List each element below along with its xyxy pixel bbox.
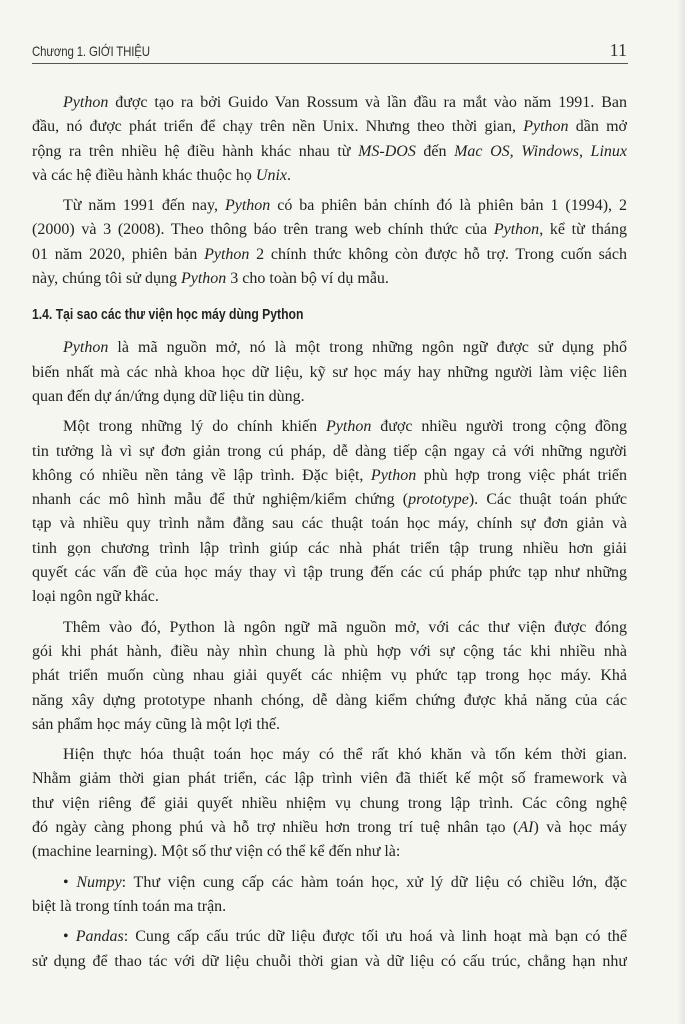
text-line [32, 194, 627, 218]
text-run: không có nhiều nền tảng về lập trình. Đặc biệt, [32, 466, 371, 484]
text-run: được nhiều người trong cộng đồng [371, 418, 627, 436]
bullet-item-pandas [32, 925, 627, 974]
text-run: tinh gọn chương trình lập trình giúp các nhà phát triển tập trung nhiều hơn giải [32, 539, 627, 557]
italic-term: Unix [255, 166, 288, 184]
text-line [32, 816, 627, 840]
italic-term: Python [523, 118, 569, 136]
text-run: sử dụng để thao tác với dữ liệu chuỗi thời gian và dữ liệu có cấu trúc, chẳng hạn như [32, 952, 627, 970]
italic-term: Numpy [76, 873, 122, 891]
text-line [32, 415, 627, 439]
text-run: 2 chính thức không còn được hỗ trợ. Trong cuốn sách [249, 245, 627, 263]
italic-term: Pandas [75, 928, 124, 946]
text-line [32, 895, 627, 919]
text-run: dần mở [568, 118, 627, 136]
text-line [32, 871, 627, 895]
text-line [32, 925, 627, 949]
text-line [32, 91, 627, 115]
text-run: • [63, 928, 76, 946]
text-run: ) và học máy [533, 819, 627, 837]
text-run: được tạo ra bởi Guido Van Rossum và lần đầu ra mắt vào năm 1991. Ban [108, 94, 627, 111]
text-line [32, 385, 627, 409]
text-line [32, 792, 627, 816]
paragraph [32, 91, 627, 188]
text-line [32, 115, 627, 139]
text-line [32, 616, 627, 640]
text-line [32, 950, 627, 974]
text-line [32, 488, 627, 512]
text-run: • [63, 873, 77, 891]
text-run: đến [415, 142, 455, 160]
text-line [32, 140, 627, 164]
text-line [32, 464, 627, 488]
italic-term: Python [63, 339, 109, 357]
text-run: 3 cho toàn bộ ví dụ mẫu. [226, 270, 389, 288]
italic-term: Mac OS, Windows, Linux [454, 142, 627, 160]
text-run: quan đến dự án/ứng dụng dữ liệu tin dùng. [32, 387, 305, 405]
text-run: Một trong những lý do chính khiến [63, 418, 326, 436]
text-run: , kể từ tháng [539, 221, 627, 239]
text-run: nhanh các mô hình mẫu để thử nghiệm/kiểm chứng ( [32, 491, 409, 509]
text-run: : Thư viện cung cấp các hàm toán học, xử lý dữ liệu có chiều lớn, đặc [121, 873, 627, 891]
text-run: : Cung cấp cấu trúc dữ liệu được tối ưu hoá và linh hoạt mà bạn có thể [123, 928, 627, 946]
text-line [32, 689, 627, 713]
text-run: có ba phiên bản chính đó là phiên bản 1 (1994), 2 [270, 197, 627, 215]
text-run: thư viện riêng để giải quyết nhiều nhiệm vụ chung trong lập trình. Các công nghệ [32, 794, 627, 812]
text-run: (2000) và 3 (2008). Theo thông báo trên trang web chính thức của [32, 221, 494, 239]
text-run: phát triển muốn cùng nhau giải quyết các nhiệm vụ phức tạp trong học máy. Khả [32, 667, 627, 685]
italic-term: Python [326, 418, 372, 436]
italic-term: AI [518, 819, 534, 837]
text-run: (machine learning). Một số thư viện có thể kể đến như là: [32, 843, 401, 861]
text-line [32, 512, 627, 536]
text-run: năng xây dựng prototype nhanh chóng, dễ dàng kiểm chứng được khả năng của các [32, 691, 627, 709]
text-line [32, 336, 627, 360]
italic-term: Python [180, 270, 227, 288]
text-line [32, 840, 627, 864]
italic-term: Python [204, 245, 250, 263]
text-run: là mã nguồn mở, nó là một trong những ngôn ngữ được sử dụng phổ [108, 339, 627, 357]
text-line [32, 361, 627, 385]
text-run: Từ năm 1991 đến nay, [63, 197, 225, 215]
text-line [32, 767, 627, 791]
running-header-chapter: Chương 1. GIỚI THIỆU [32, 43, 150, 59]
italic-term: Python [493, 221, 540, 239]
paragraph [32, 194, 627, 291]
text-run: sản phẩm học máy cũng là một lợi thế. [32, 715, 280, 733]
text-run: Thêm vào đó, Python là ngôn ngữ mã nguồn mở, với các thư viện được đóng [63, 618, 627, 636]
text-line [32, 267, 627, 291]
text-run: rộng ra trên nhiều hệ điều hành khác nhau từ [32, 142, 359, 160]
text-line [32, 218, 627, 242]
paragraph [32, 616, 627, 737]
text-run: và các hệ điều hành khác thuộc họ [32, 166, 256, 184]
header-rule [32, 63, 628, 64]
bullet-item-numpy [32, 871, 627, 920]
text-run: Hiện thực hóa thuật toán học máy có thể rất khó khăn và tốn kém thời gian. [63, 746, 627, 764]
italic-term: prototype [408, 491, 469, 509]
text-run: 01 năm 2020, phiên bản [32, 245, 205, 263]
text-run: ). Các thuật toán phức [468, 491, 627, 509]
text-run: loại ngôn ngữ khác. [32, 588, 159, 606]
text-run: Nhằm giảm thời gian phát triển, các lập trình viên đã thiết kế một số framework và [32, 770, 627, 788]
italic-term: Python [224, 197, 271, 215]
text-run: biệt là trong tính toán ma trận. [32, 897, 227, 915]
text-line [32, 164, 627, 188]
text-run: biến nhất mà các nhà khoa học dữ liệu, kỹ sư học máy hay những người làm việc liên [32, 363, 627, 381]
text-run: . [287, 166, 292, 184]
text-line [32, 664, 627, 688]
text-line [32, 537, 627, 561]
text-line [32, 243, 627, 267]
page-number: 11 [609, 40, 627, 60]
text-run: này, chúng tôi sử dụng [32, 270, 181, 288]
text-run: gói khi phát hành, điều này nhìn chung là phù hợp với sự cộng tác khi nhiều nhà [32, 642, 627, 660]
text-run: tin tưởng là vì sự đơn giản trong cú pháp, dễ dàng tiếp cận ngay cả với những người [32, 442, 627, 460]
text-line [32, 743, 627, 767]
paragraph [32, 743, 627, 864]
page-edge-shadow [677, 0, 685, 1024]
section-heading: 1.4. Tại sao các thư viện học máy dùng Python [32, 307, 304, 324]
text-line [32, 640, 627, 664]
page-body [32, 91, 627, 974]
text-line [32, 713, 627, 737]
italic-term: Python [370, 466, 417, 484]
text-run: phù hợp trong việc phát triển [416, 466, 627, 484]
text-line [32, 585, 627, 609]
text-line [32, 440, 627, 464]
paragraph [32, 415, 627, 609]
text-run: đầu, nó được phát triển để chạy trên nền Unix. Nhưng theo thời gian, [32, 118, 524, 136]
text-run: quyết các vấn đề của học máy thay vì tập trung đến các cú pháp phức tạp như những [32, 564, 627, 582]
text-run: tạp và nhiều quy trình nằm đằng sau các thuật toán học máy, chính sự đơn giản và [32, 515, 627, 533]
italic-term: MS-DOS [358, 142, 416, 160]
text-line [32, 561, 627, 585]
text-run: đó ngày càng phong phú và hỗ trợ nhiều hơn trong trí tuệ nhân tạo ( [32, 819, 519, 837]
paragraph [32, 336, 627, 409]
italic-term: Python [63, 94, 109, 111]
